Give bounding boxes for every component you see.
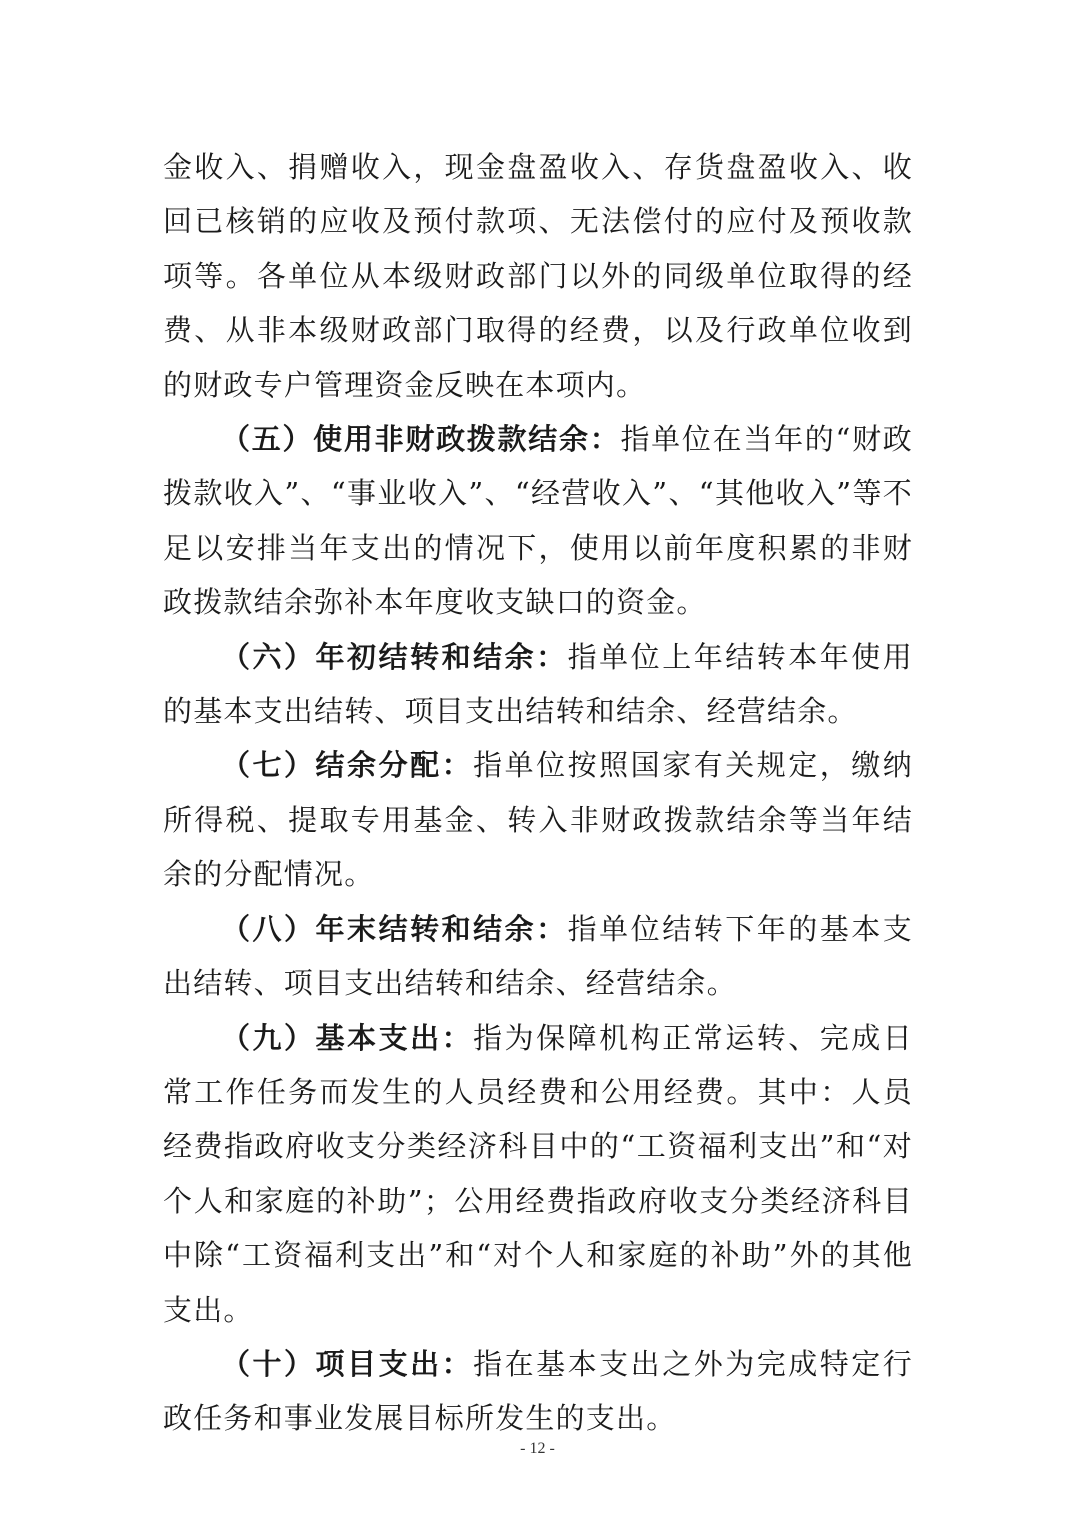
- item-definition: 指在基本支出之外为完成特定行政任务和事业发展目标所发生的支出。: [163, 1346, 913, 1436]
- item-definition: 指为保障机构正常运转、完成日常工作任务而发生的人员经费和公用经费。其中：人员经费指政府收支分类经济科目中的“工资福利支出”和“对个人和家庭的补助”；公用经费指政府收支分类经济科目中除“工资福利支出”和“对个人和家庭的补助”外的其他支出。: [163, 1020, 913, 1327]
- item-definition: 指单位在当年的“财政拨款收入”、“事业收入”、“经营收入”、“其他收入”等不足以安排当年支出的情况下，使用以前年度积累的非财政拨款结余弥补本年度收支缺口的资金。: [163, 422, 913, 620]
- item-term: （十）项目支出：: [221, 1346, 474, 1381]
- paragraph-item-7: [163, 738, 913, 901]
- paragraph-item-8: [163, 902, 913, 1011]
- document-body: [163, 140, 913, 1446]
- page-number: - 12 -: [520, 1440, 555, 1457]
- item-definition: 指单位结转下年的基本支出结转、项目支出结转和结余、经营结余。: [163, 911, 913, 1001]
- item-definition: 指单位按照国家有关规定，缴纳所得税、提取专用基金、转入非财政拨款结余等当年结余的分配情况。: [163, 748, 913, 892]
- paragraph-item-6: [163, 630, 913, 739]
- paragraph-text: 金收入、捐赠收入，现金盘盈收入、存货盘盈收入、收回已核销的应收及预付款项、无法偿付的应付及预收款项等。各单位从本级财政部门以外的同级单位取得的经费、从非本级财政部门取得的经费，以及行政单位收到的财政专户管理资金反映在本项内。: [163, 150, 913, 402]
- item-term: （八）年末结转和结余：: [221, 911, 568, 946]
- item-definition: 指单位上年结转本年使用的基本支出结转、项目支出结转和结余、经营结余。: [163, 639, 913, 729]
- item-term: （五）使用非财政拨款结余：: [221, 422, 621, 457]
- paragraph-item-10: [163, 1337, 913, 1446]
- item-term: （九）基本支出：: [221, 1020, 474, 1055]
- paragraph-item-5: [163, 412, 913, 630]
- paragraph-continued: [163, 140, 913, 412]
- item-term: （七）结余分配：: [221, 748, 474, 783]
- item-term: （六）年初结转和结余：: [221, 639, 568, 674]
- paragraph-item-9: [163, 1011, 913, 1337]
